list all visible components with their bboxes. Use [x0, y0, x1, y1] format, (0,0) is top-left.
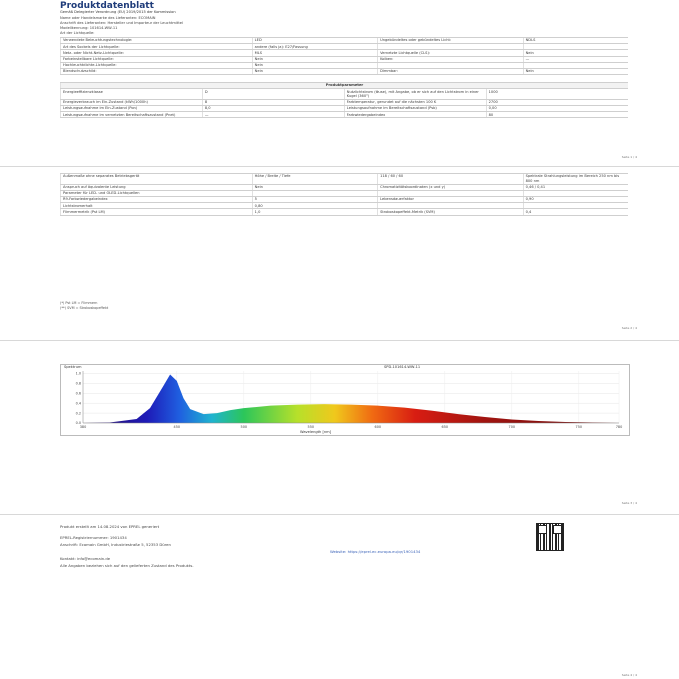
x-tick-label: 450: [173, 425, 181, 429]
table-cell: Kolben:: [378, 56, 524, 62]
table-cell: 0,46 / 0,41: [523, 184, 628, 190]
table-cell: 1,0: [252, 209, 377, 215]
spec-table-parameters: [60, 82, 628, 118]
table-cell: Verwendete Beleuchtungstechnologie:: [61, 38, 253, 44]
footnote: (*) Pst LM = Flimmern: [60, 301, 98, 305]
x-tick-label: 780: [615, 425, 623, 429]
table-cell: Farbwiedergabeindex: [344, 112, 486, 118]
chart-identifier: SPD-101614-WW-11: [384, 365, 421, 369]
table-cell: Flimmermetrik (Pst LM): [61, 209, 253, 215]
table-cell: 1000: [486, 89, 628, 100]
table-cell: Höhe / Breite / Tiefe: [252, 174, 377, 185]
table-cell: Lichtstromerhalt: [61, 203, 253, 209]
table-cell: Ungebündeltes oder gebündeltes Licht:: [378, 38, 524, 44]
table-cell: 8: [202, 99, 344, 105]
table-cell: Blendschutzschild:: [61, 68, 253, 74]
table-cell: 2700: [486, 99, 628, 105]
table-cell: Nein: [252, 184, 377, 190]
section-header: Produktparameter: [61, 83, 629, 89]
table-cell: Nutzlichtstrom (Φuse), mit Angabe, ob er sich auf den Lichtstrom in einer Kugel (360°): [344, 89, 486, 100]
table-cell: 118 / 60 / 60: [378, 174, 524, 185]
document-subtitle: Gemäß Delegierter Verordnung (EU) 2019/2015 der Kommission: [60, 10, 176, 14]
table-cell: Leistungsaufnahme im vernetzten Bereitschaftszustand (Pnet): [61, 112, 203, 118]
y-axis-label: Spektrum: [64, 365, 82, 369]
table-cell: Stroboskopeffekt-Metrik (SVM): [378, 209, 524, 215]
table-cell: Hochleuchtdichte-Lichtquelle:: [61, 62, 253, 68]
table-cell: Farbtemperatur, gerundet auf die nächsten 100 K: [344, 99, 486, 105]
table-cell: Nein: [252, 62, 377, 68]
page-number: Seite 4 / 4: [621, 673, 637, 677]
table-cell: 80: [486, 112, 628, 118]
table-cell: Spektrale Strahlungsleistung im Bereich 250 nm bis 800 nm: [523, 174, 628, 185]
table-cell: Energieeffizienzklasse: [61, 89, 203, 100]
y-tick-label: 1.0: [75, 371, 81, 376]
table-cell: Nein: [523, 50, 628, 56]
page-number: Seite 2 / 4: [621, 326, 637, 330]
website-link[interactable]: Website: https://eprel.ec.europa.eu/qr/1901434: [330, 549, 421, 554]
y-tick-label: 0.6: [75, 391, 81, 396]
x-tick-label: 380: [79, 425, 87, 429]
x-tick-label: 700: [508, 425, 516, 429]
x-tick-label: 600: [374, 425, 382, 429]
table-cell: 8,0: [202, 105, 344, 111]
info-line: Kontakt: info@ecomain.de: [60, 556, 111, 561]
sheet-page-2: [0, 167, 679, 341]
page-number: Seite 3 / 4: [621, 501, 637, 505]
x-tick-label: 550: [307, 425, 315, 429]
sheet-page-1: [0, 0, 679, 167]
info-line: Produkt erstellt am 14.08.2024 von EPREL generiert: [60, 524, 160, 529]
table-cell: Netz- oder Nicht-Netz-Lichtquelle:: [61, 50, 253, 56]
table-cell: 0,80: [252, 203, 377, 209]
table-cell: Parameter für LED- und OLED-Lichtquellen: [61, 190, 253, 196]
table-cell: 0,90: [523, 196, 628, 202]
footnote: (**) SVM = Stroboskopeffekt: [60, 306, 109, 310]
table-row: [61, 209, 629, 215]
table-cell: Vernetzte Lichtquelle (CLS):: [378, 50, 524, 56]
spec-table-dimensions: [60, 173, 628, 216]
table-cell: Lebensdauerfaktor: [378, 196, 524, 202]
table-cell: 0,4: [523, 209, 628, 215]
x-tick-label: 500: [240, 425, 248, 429]
table-row: [61, 174, 629, 185]
y-tick-label: 0.4: [75, 401, 81, 406]
table-cell: NDLS: [523, 38, 628, 44]
spectrum-area: [83, 374, 619, 423]
x-tick-label: 650: [441, 425, 449, 429]
table-cell: Leistungsaufnahme im Bereitschaftszustand (Psb): [344, 105, 486, 111]
info-line: Anschrift: Ecomain GmbH, Industriestraße 5, 52353 Düren: [60, 542, 171, 547]
table-cell: Außenmaße ohne separates Betriebsgerät: [61, 174, 253, 185]
page-number: Seite 1 / 4: [621, 155, 637, 159]
table-cell: LED: [252, 38, 377, 44]
table-row: [61, 68, 629, 74]
table-cell: 5: [252, 196, 377, 202]
table-row: [61, 112, 629, 118]
table-cell: Art des Sockels der Lichtquelle:: [61, 44, 253, 50]
x-tick-label: 750: [575, 425, 583, 429]
table-cell: andere (falls ja): E27/Fassung: [252, 44, 377, 50]
table-cell: —: [202, 112, 344, 118]
table-cell: Energieverbrauch im Ein-Zustand (kWh/1000h): [61, 99, 203, 105]
info-line: Alle Angaben beziehen sich auf den gelieferten Zustand des Produkts.: [60, 563, 194, 568]
sheet-page-4: [0, 515, 679, 679]
table-cell: Leistungsaufnahme im Ein-Zustand (Pon): [61, 105, 203, 111]
table-cell: Nein: [523, 68, 628, 74]
spectrum-chart: [60, 364, 630, 436]
document-title: Produktdatenblatt: [60, 1, 154, 11]
intro-line: Art der Lichtquelle:: [60, 31, 95, 35]
x-axis-label: Wavelength [nm]: [300, 430, 332, 434]
qr-code-icon[interactable]: [536, 523, 564, 551]
intro-line: Name oder Handelsmarke des Lieferanten: ECOMAIN: [60, 16, 156, 20]
table-cell: D: [202, 89, 344, 100]
intro-line: Modellkennung: 101614-WW-11: [60, 26, 118, 30]
table-cell: MLS: [252, 50, 377, 56]
table-cell: —: [523, 56, 628, 62]
table-cell: Dimmbar:: [378, 68, 524, 74]
spectrum-svg: [61, 365, 629, 435]
spec-table-general: [60, 37, 628, 75]
y-tick-label: 0.2: [75, 411, 81, 416]
table-row: [61, 89, 629, 100]
y-tick-label: 0.0: [75, 421, 81, 426]
table-cell: Farbeinstellbare Lichtquelle:: [61, 56, 253, 62]
intro-line: Anschrift des Lieferanten: Hersteller und Importeur der Leuchtmittel: [60, 21, 183, 25]
table-cell: Nein: [252, 68, 377, 74]
table-cell: R9-Farbwiedergabeindex: [61, 196, 253, 202]
y-tick-label: 0.8: [75, 381, 81, 386]
table-cell: Anspruch auf äquivalente Leistung: [61, 184, 253, 190]
table-cell: Nein: [252, 56, 377, 62]
table-cell: 0,00: [486, 105, 628, 111]
info-line: EPREL-Registriernummer: 1901434: [60, 535, 127, 540]
table-cell: Chromatizitätskoordinaten (x und y): [378, 184, 524, 190]
